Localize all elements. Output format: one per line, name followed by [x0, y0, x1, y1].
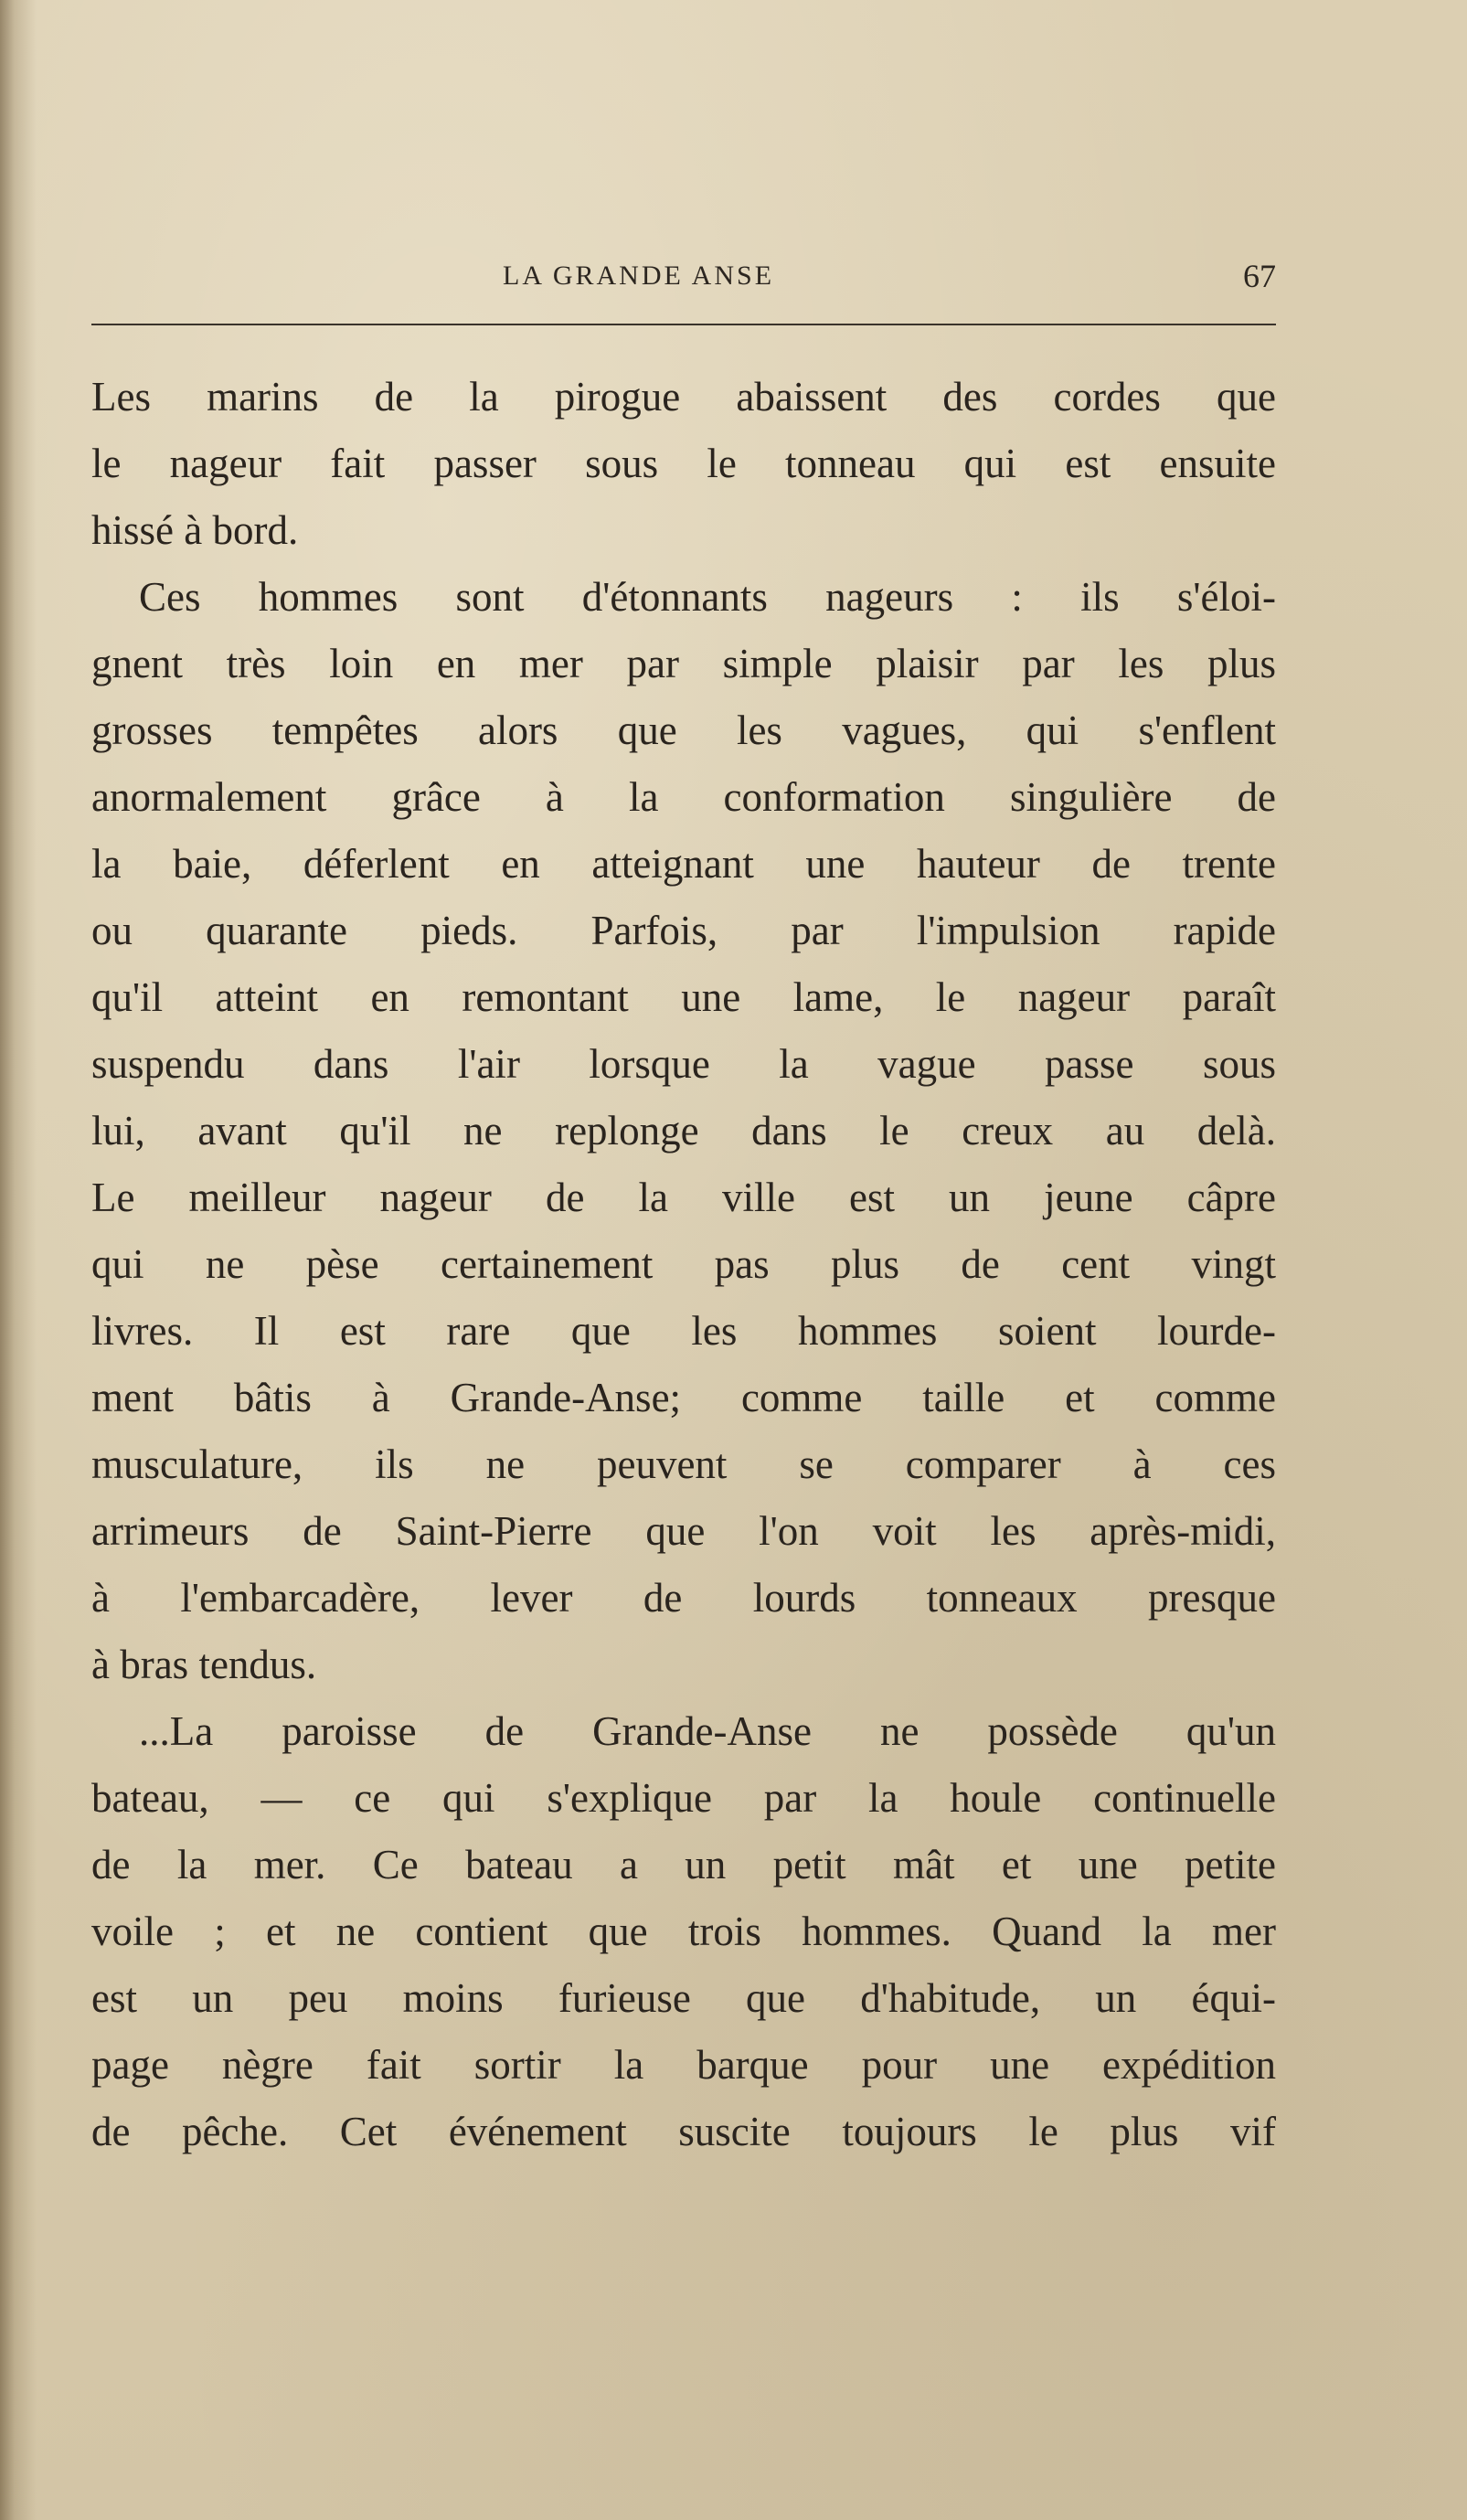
text-line: livres. Il est rare que les hommes soient lourde-	[91, 1308, 1276, 1354]
body-text	[91, 364, 1276, 2165]
text-line: hissé à bord.	[91, 507, 299, 553]
header-rule	[91, 324, 1276, 325]
binding-shadow	[0, 0, 37, 2520]
text-line: musculature, ils ne peuvent se comparer à ces	[91, 1441, 1276, 1487]
text-line: gnent très loin en mer par simple plaisir par les plus	[91, 641, 1276, 686]
page-number: 67	[1243, 258, 1276, 294]
text-line: suspendu dans l'air lorsque la vague passe sous	[91, 1041, 1276, 1087]
text-line: lui, avant qu'il ne replonge dans le creux au delà.	[91, 1108, 1276, 1154]
text-line: ment bâtis à Grande-Anse; comme taille et comme	[91, 1375, 1276, 1420]
text-line: voile ; et ne contient que trois hommes. Quand la mer	[91, 1909, 1276, 1954]
text-line: qui ne pèse certainement pas plus de cent vingt	[91, 1241, 1276, 1287]
text-line: anormalement grâce à la conformation singulière de	[91, 774, 1276, 820]
text-line: Les marins de la pirogue abaissent des cordes que	[91, 374, 1276, 420]
text-line: page nègre fait sortir la barque pour une expédition	[91, 2042, 1276, 2088]
text-line: arrimeurs de Saint-Pierre que l'on voit les après-midi,	[91, 1508, 1276, 1554]
text-line: Le meilleur nageur de la ville est un jeune câpre	[91, 1175, 1276, 1220]
text-line: à bras tendus.	[91, 1642, 317, 1687]
text-line: est un peu moins furieuse que d'habitude, un équi-	[91, 1975, 1276, 2021]
text-line: de la mer. Ce bateau a un petit mât et une petite	[91, 1842, 1276, 1887]
text-line: grosses tempêtes alors que les vagues, qui s'enflent	[91, 707, 1276, 753]
text-line: Ces hommes sont d'étonnants nageurs : ils s'éloi-	[139, 574, 1276, 620]
text-line: le nageur fait passer sous le tonneau qui est ensuite	[91, 441, 1276, 486]
text-line: de pêche. Cet événement suscite toujours le plus vif	[91, 2109, 1276, 2154]
text-line: qu'il atteint en remontant une lame, le nageur paraît	[91, 974, 1276, 1020]
running-title: LA GRANDE ANSE	[503, 261, 775, 291]
text-line: bateau, — ce qui s'explique par la houle continuelle	[91, 1775, 1276, 1821]
page-header	[91, 258, 1276, 303]
text-line: à l'embarcadère, lever de lourds tonneaux presque	[91, 1575, 1276, 1621]
text-line: ou quarante pieds. Parfois, par l'impulsion rapide	[91, 908, 1276, 953]
text-line: ...La paroisse de Grande-Anse ne possède qu'un	[139, 1708, 1276, 1754]
text-line: la baie, déferlent en atteignant une hauteur de trente	[91, 841, 1276, 887]
